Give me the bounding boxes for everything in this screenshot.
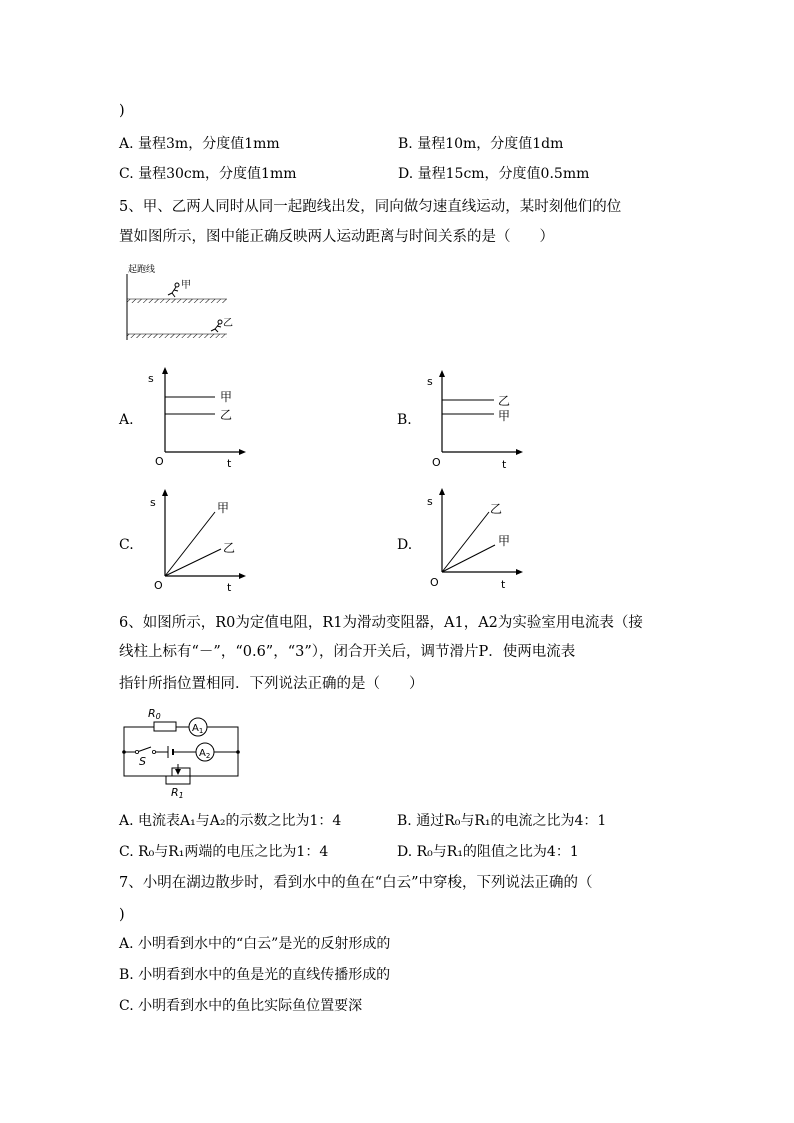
svg-text:R0: R0 (148, 707, 161, 721)
q6-stem-line3: 指针所指位置相同．下列说法正确的是（ ） (119, 676, 424, 692)
q7-stem-line2: ) (119, 907, 125, 923)
q6-option-c: C. R₀与R₁两端的电压之比为1：4 (119, 844, 329, 860)
switch-s (137, 747, 151, 752)
q7-option-a: A. 小明看到水中的“白云”是光的反射形成的 (119, 936, 391, 952)
axis-s: s (148, 372, 154, 385)
q5-graph-c (145, 488, 255, 594)
runner-yi-label: 乙 (223, 318, 233, 329)
q6-option-a: A. 电流表A₁与A₂的示数之比为1：4 (119, 813, 342, 829)
svg-text:s: s (150, 496, 156, 509)
svg-text:t: t (501, 578, 506, 591)
runner-jia-icon (168, 283, 179, 297)
q4-option-c: C. 量程30cm，分度值1mm (119, 166, 297, 182)
q6-stem-line1: 6、如图所示，R0为定值电阻，R1为滑动变阻器，A1，A2为实验室用电流表（接 (119, 615, 643, 631)
q5-track-figure (120, 258, 240, 348)
q5-option-c-label: C. (119, 537, 134, 553)
q5-graph-a (145, 366, 255, 472)
svg-text:O: O (432, 456, 441, 469)
q4-option-b: B. 量程10m，分度值1dm (398, 136, 564, 152)
q5-option-b-label: B. (397, 412, 412, 428)
q5-graph-b (422, 369, 532, 475)
axis-t: t (227, 457, 232, 470)
svg-text:s: s (427, 495, 433, 508)
svg-text:甲: 甲 (217, 501, 230, 515)
q5-stem-line2: 置如图所示，图中能正确反映两人运动距离与时间关系的是（ ） (119, 229, 554, 245)
q4-option-a: A. 量程3m，分度值1mm (119, 136, 280, 152)
q4-option-d: D. 量程15cm，分度值0.5mm (398, 166, 590, 182)
svg-text:A2: $A_2$ (199, 748, 211, 760)
lane-divider (127, 299, 227, 303)
q5-stem-line1: 5、甲、乙两人同时从同一起跑线出发，同向做匀速直线运动，某时刻他们的位 (119, 199, 622, 215)
svg-text:O: O (430, 576, 439, 589)
q6-option-b: B. 通过R₀与R₁的电流之比为4：1 (397, 813, 607, 829)
label-upper: 甲 (220, 390, 233, 404)
r1-rheostat (166, 776, 190, 784)
q7-option-b: B. 小明看到水中的鱼是光的直线传播形成的 (119, 967, 391, 983)
slider-arrow (175, 769, 181, 775)
svg-text:O: O (154, 579, 163, 592)
q6-circuit-diagram (118, 703, 248, 798)
q5-option-a-label: A. (119, 412, 134, 428)
svg-text:t: t (502, 458, 507, 471)
lane-bottom (127, 334, 227, 338)
svg-text:乙: 乙 (490, 502, 503, 516)
svg-text:R1: R1 (171, 786, 184, 800)
svg-text:乙: 乙 (498, 394, 511, 408)
origin: O (155, 455, 164, 468)
runner-jia-label: 甲 (181, 280, 191, 291)
start-line-label: 起跑线 (128, 265, 156, 275)
svg-text:A1: $A_1$ (192, 723, 204, 735)
svg-text:乙: 乙 (223, 541, 236, 555)
svg-text:S: S (139, 755, 146, 768)
label-lower: 乙 (220, 408, 233, 422)
q5-graph-d (422, 487, 532, 593)
runner-yi-icon (211, 320, 222, 332)
svg-text:甲: 甲 (498, 534, 511, 548)
q7-stem-line1: 7、小明在湖边散步时，看到水中的鱼在“白云”中穿梭，下列说法正确的（ (119, 875, 593, 891)
svg-text:甲: 甲 (498, 409, 511, 423)
q5-option-d-label: D. (397, 537, 413, 553)
q6-stem-line2: 线柱上标有“－”，“0.6”，“3”），闭合开关后，调节滑片P．使两电流表 (119, 644, 576, 660)
q6-option-d: D. R₀与R₁的阻值之比为4：1 (397, 844, 579, 860)
q4-closing-paren: ) (119, 103, 125, 119)
r0-resistor (154, 722, 176, 731)
q7-option-c: C. 小明看到水中的鱼比实际鱼位置要深 (119, 998, 363, 1014)
svg-text:s: s (427, 375, 433, 388)
svg-text:t: t (227, 581, 232, 594)
